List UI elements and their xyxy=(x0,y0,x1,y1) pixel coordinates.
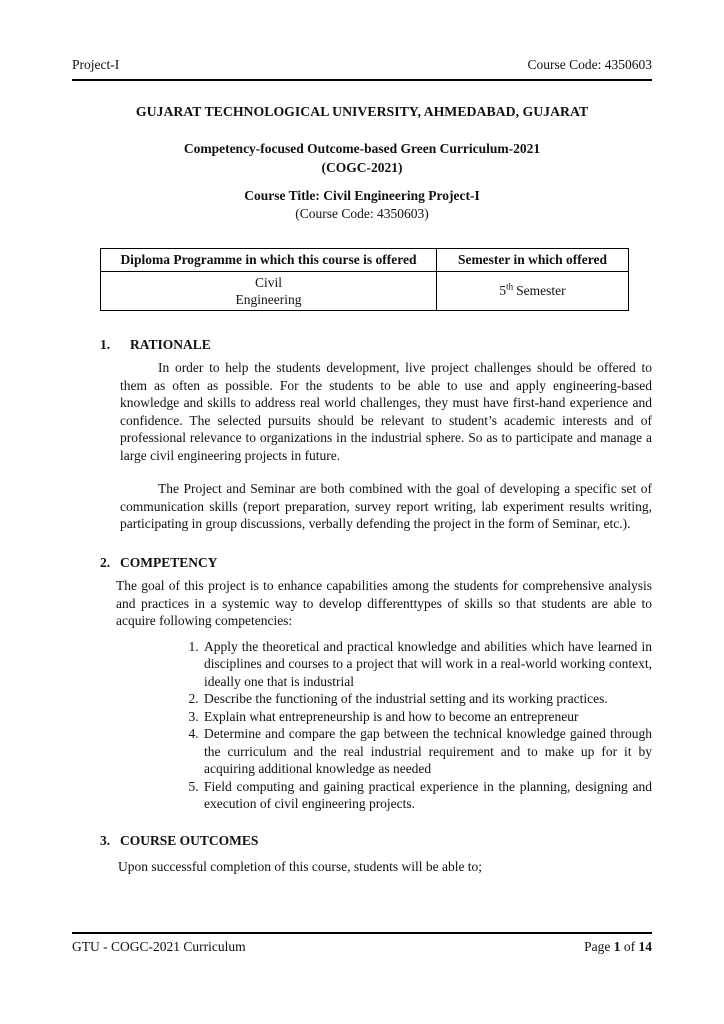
section-number: 1. xyxy=(100,336,111,352)
section-title: COURSE OUTCOMES xyxy=(120,832,259,848)
programme-line1: Civil xyxy=(254,274,282,290)
header-left-text: Project-I xyxy=(72,57,120,72)
header-course-code: Course Code: 4350603 xyxy=(527,57,652,72)
course-code: (Course Code: 4350603) xyxy=(295,206,429,221)
rationale-heading xyxy=(100,336,652,354)
section-competency xyxy=(72,554,652,813)
rationale-paragraph-2: The Project and Seminar are both combined with the goal of developing a specific set of communication skills (report preparation, survey report writing, lab experiment results writing, participating in group discussions, verbally defending the project in the form of Seminar, etc.). xyxy=(120,481,652,531)
semester-cell xyxy=(437,271,629,310)
section-title: RATIONALE xyxy=(130,336,211,352)
curriculum-title-block xyxy=(72,139,652,177)
competency-intro: The goal of this project is to enhance capabilities among the students for comprehensive analysis and practices in a systemic way to develop differenttypes of skills so that students are able to acquire following competencies: xyxy=(116,578,652,628)
competency-list xyxy=(72,638,652,813)
programme-line2: Engineering xyxy=(235,291,302,307)
page-label: Page xyxy=(584,939,611,954)
section-rationale xyxy=(72,336,652,533)
course-title-block xyxy=(72,187,652,223)
page-header xyxy=(72,56,652,81)
section-number: 2. xyxy=(100,554,111,570)
page-of-label: of xyxy=(623,939,636,954)
course-outcomes-heading xyxy=(100,832,652,850)
competency-item-4: 4. Determine and compare the gap between the technical knowledge gained through the curriculum and the real industrial requirement and to make up for it by acquiring additional knowledge as needed xyxy=(202,725,652,778)
competency-item-3: 3. Explain what entrepreneurship is and how to become an entrepreneur xyxy=(202,708,652,726)
university-title: GUJARAT TECHNOLOGICAL UNIVERSITY, AHMEDABAD, GUJARAT xyxy=(135,103,589,119)
competency-item-1: 1. Apply the theoretical and practical knowledge and abilities which have learned in disciplines and courses to a project that will work in a real-world working context, ideally one that is industrial xyxy=(202,638,652,691)
offer-table-header-programme: Diploma Programme in which this course is offered xyxy=(101,249,437,272)
section-course-outcomes xyxy=(72,832,652,876)
section-number: 3. xyxy=(100,832,111,848)
course-title: Course Title: Civil Engineering Project-I xyxy=(244,188,480,203)
footer-left-text: GTU - COGC-2021 Curriculum xyxy=(72,939,246,954)
course-outcomes-intro: Upon successful completion of this course, students will be able to; xyxy=(118,859,483,874)
curriculum-title-line1: Competency-focused Outcome-based Green Curriculum-2021 xyxy=(183,141,541,156)
offer-table xyxy=(100,248,629,311)
page-number-indicator xyxy=(584,938,652,956)
semester-word: Semester xyxy=(516,283,566,298)
competency-item-2: 2. Describe the functioning of the industrial setting and its working practices. xyxy=(202,690,652,708)
programme-cell xyxy=(101,271,437,310)
semester-number: 5 xyxy=(499,283,507,298)
page-total: 14 xyxy=(638,939,652,954)
curriculum-title-line2: (COGC-2021) xyxy=(321,160,403,175)
section-title: COMPETENCY xyxy=(120,554,218,570)
page-footer xyxy=(72,932,652,956)
semester-ordinal-suffix: th xyxy=(506,281,514,292)
page-current: 1 xyxy=(613,939,621,954)
offer-table-header-row xyxy=(101,249,629,272)
rationale-paragraph-1: In order to help the students development, live project challenges should be offered to them as often as possible. For the students to be able to use and apply engineering-based knowledge and skills to address real world challenges, they must have first-hand experience and confidence. The selected pursuits should be relevant to student’s academic interests and of professional relevance to organizations in the industrial sphere. So as to participate and manage a large civil engineering projects in future. xyxy=(120,360,652,463)
competency-heading xyxy=(100,554,652,572)
competency-item-5: 5. Field computing and gaining practical experience in the planning, designing and execution of civil engineering projects. xyxy=(202,778,652,813)
offer-table-data-row xyxy=(101,271,629,310)
offer-table-header-semester: Semester in which offered xyxy=(437,249,629,272)
